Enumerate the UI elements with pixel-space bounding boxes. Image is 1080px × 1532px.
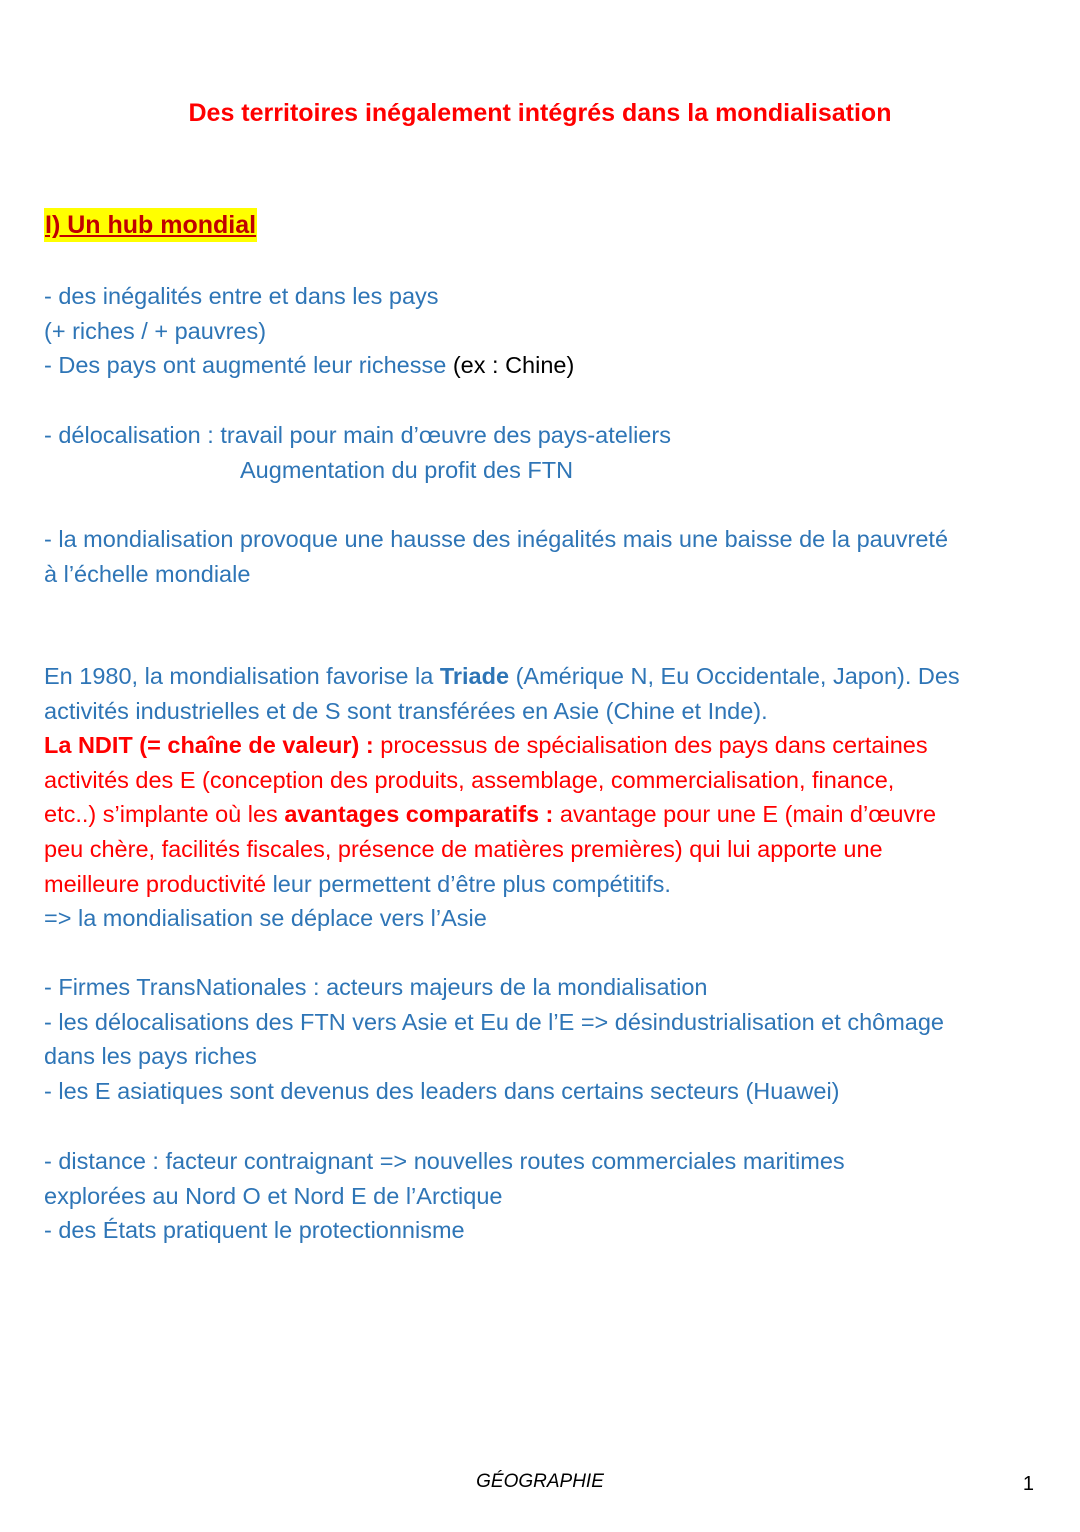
definition-text: meilleure productivité: [44, 870, 267, 897]
ftn-paragraph: [44, 970, 1044, 1108]
text-line: - des inégalités entre et dans les pays: [44, 283, 439, 309]
globalisation-effect-paragraph: [44, 522, 1044, 591]
footer-label: GÉOGRAPHIE: [476, 1471, 604, 1492]
delocalisation-paragraph: [44, 418, 1044, 487]
page-number: 1: [1022, 1473, 1034, 1495]
text-line: => la mondialisation se déplace vers l’Asie: [44, 905, 487, 932]
bold-term: Triade: [439, 663, 510, 689]
text-line: - Firmes TransNationales : acteurs majeurs de la mondialisation: [44, 974, 708, 1000]
definition-term: La NDIT (= chaîne de valeur) :: [44, 732, 374, 759]
text-line: - les E asiatiques sont devenus des leaders dans certains secteurs (Huawei): [44, 1077, 840, 1104]
text-segment: leur permettent d’être plus compétitifs.: [266, 870, 671, 897]
text-segment: En 1980, la mondialisation favorise la: [44, 663, 440, 689]
distance-paragraph: [44, 1144, 1044, 1248]
definition-term: avantages comparatifs :: [284, 801, 554, 828]
definition-text: avantage pour une E (main d’œuvre: [553, 801, 937, 828]
text-line: - délocalisation : travail pour main d’œuvre des pays-ateliers: [44, 422, 671, 448]
text-line: - des États pratiquent le protectionnisme: [44, 1217, 465, 1244]
definition-text: activités des E (conception des produits, assemblage, commercialisation, finance,: [44, 766, 895, 793]
text-line: [44, 867, 1044, 902]
text-line: - la mondialisation provoque une hausse des inégalités mais une baisse de la pauvreté: [44, 526, 949, 552]
text-line: - les délocalisations des FTN vers Asie et Eu de l’E => désindustrialisation et chômage: [44, 1008, 944, 1035]
text-segment: (Amérique N, Eu Occidentale, Japon). Des: [509, 663, 960, 689]
text-segment: - Des pays ont augmenté leur richesse: [44, 352, 453, 379]
text-line: [44, 797, 1044, 832]
triade-paragraph: [44, 659, 1044, 936]
text-line: [44, 728, 1044, 763]
definition-text: etc..) s’implante où les: [44, 801, 285, 828]
text-line: - distance : facteur contraignant => nouvelles routes commerciales maritimes: [44, 1148, 845, 1174]
definition-text: peu chère, facilités fiscales, présence de matières premières) qui lui apporte une: [44, 835, 883, 862]
example-text: (ex : Chine): [452, 352, 575, 379]
text-line: activités industrielles et de S sont transférées en Asie (Chine et Inde).: [44, 697, 768, 724]
section-heading: I) Un hub mondial: [44, 208, 257, 242]
text-line: [44, 659, 1044, 694]
document-title: Des territoires inégalement intégrés dans la mondialisation: [188, 99, 892, 127]
text-line: dans les pays riches: [44, 1043, 257, 1070]
text-line: à l’échelle mondiale: [44, 560, 251, 587]
text-line: [44, 348, 1044, 383]
text-line: (+ riches / + pauvres): [44, 317, 267, 344]
definition-text: processus de spécialisation des pays dans certaines: [373, 732, 928, 759]
text-line-indented: Augmentation du profit des FTN: [240, 456, 574, 483]
inequalities-paragraph: [44, 279, 1044, 383]
text-line: explorées au Nord O et Nord E de l’Arctique: [44, 1182, 503, 1209]
